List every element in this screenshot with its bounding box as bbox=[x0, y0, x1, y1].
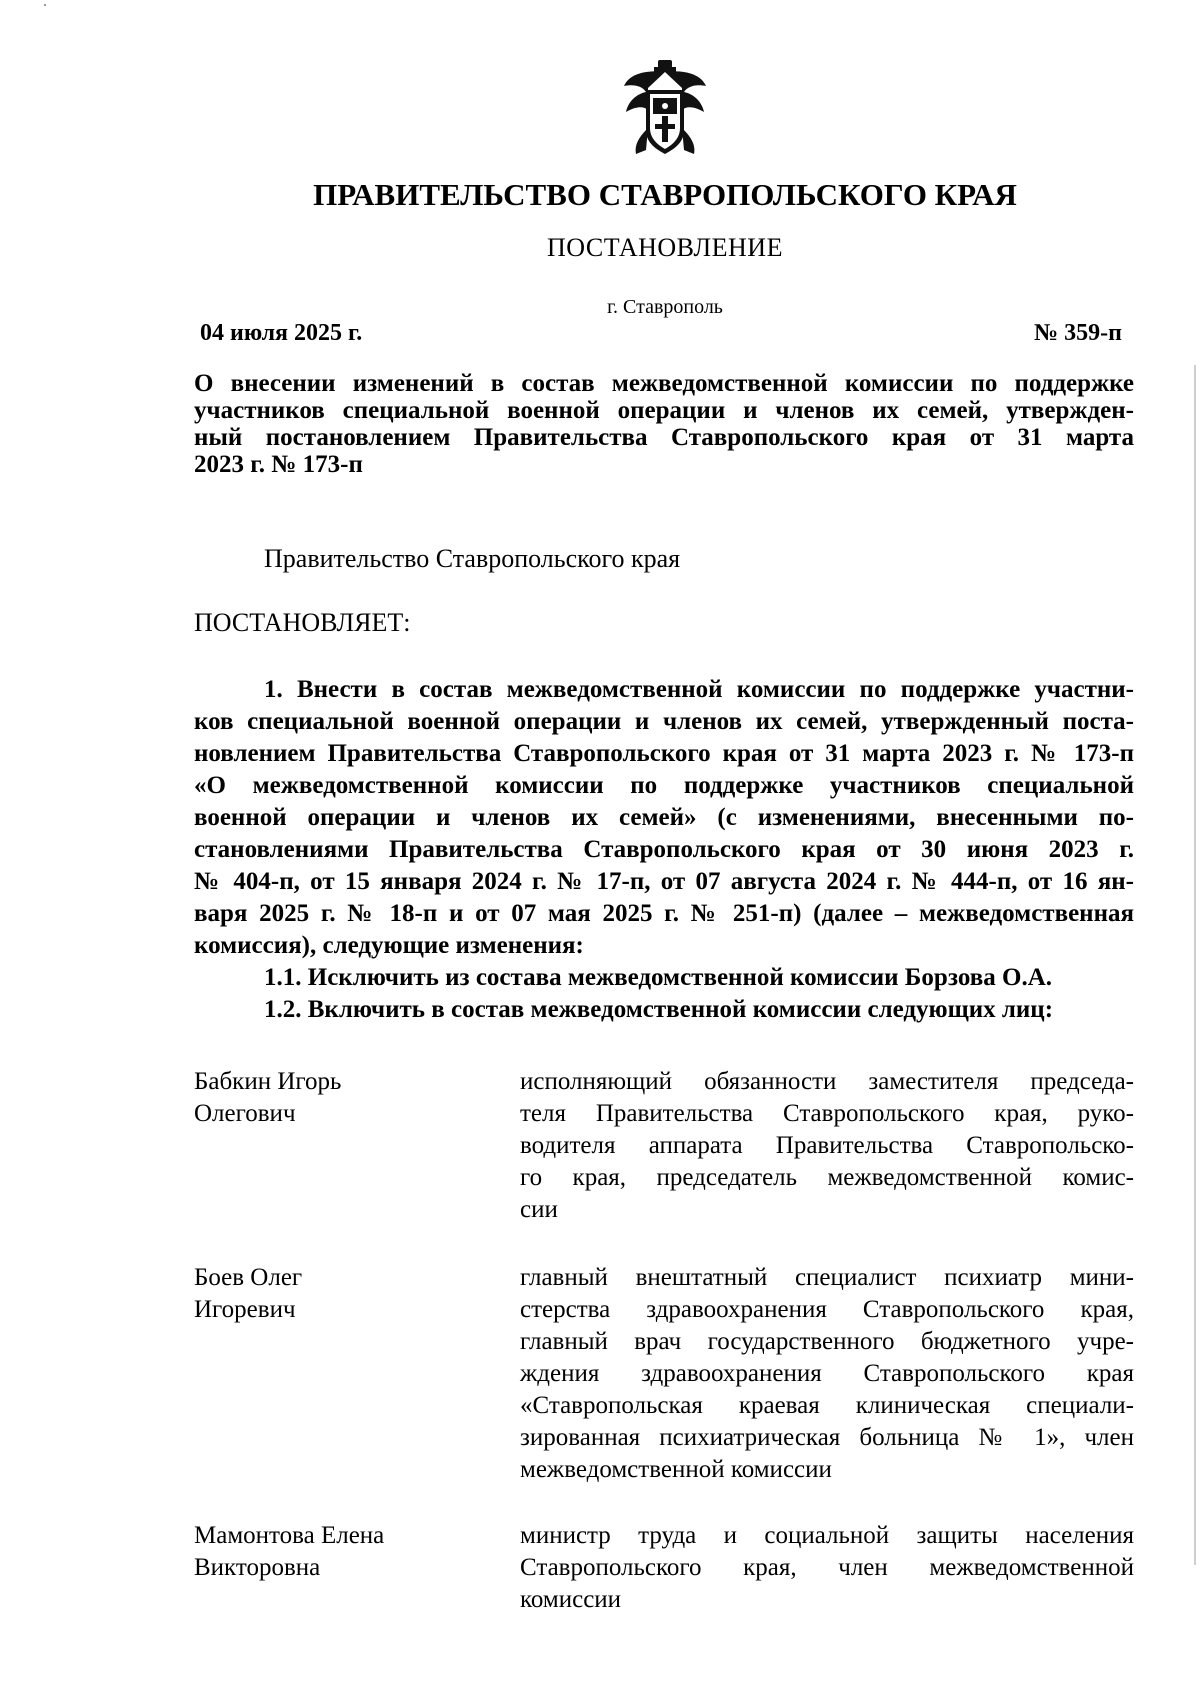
member-desc-line: «Ставропольская краевая клиническая специали- bbox=[520, 1392, 1134, 1419]
body-line: новлением Правительства Ставропольского края от 31 марта 2023 г. № 173-п bbox=[194, 740, 1134, 767]
member-desc-line: Ставропольского края, член межведомственной bbox=[520, 1554, 1134, 1581]
decree-body bbox=[194, 674, 1134, 1026]
member-desc-line: сии bbox=[520, 1196, 558, 1223]
document-date: 04 июля 2025 г. bbox=[200, 320, 363, 346]
member-desc-line: межведомственной комиссии bbox=[520, 1456, 832, 1483]
member-name-line: Боев Олег bbox=[194, 1264, 303, 1291]
member-desc-line: ждения здравоохранения Ставропольского края bbox=[520, 1360, 1134, 1387]
member-name-line: Олегович bbox=[194, 1100, 296, 1127]
title-line: участников специальной военной операции и членов их семей, утвержден- bbox=[194, 397, 1134, 424]
member-name-line: Викторовна bbox=[194, 1554, 321, 1581]
document-number: № 359-п bbox=[1034, 320, 1122, 346]
document-type: ПОСТАНОВЛЕНИЕ bbox=[547, 233, 783, 262]
member-desc-line: главный внештатный специалист психиатр мини- bbox=[520, 1264, 1134, 1291]
body-line: № 404-п, от 15 января 2024 г. № 17-п, от 07 августа 2024 г. № 444-п, от 16 ян- bbox=[194, 868, 1134, 895]
preamble-government: Правительство Ставропольского края bbox=[264, 544, 681, 573]
body-line: «О межведомственной комиссии по поддержке участников специальной bbox=[194, 772, 1134, 799]
body-line: 1.1. Исключить из состава межведомственной комиссии Борзова О.А. bbox=[264, 964, 1053, 991]
member-description bbox=[520, 1262, 1134, 1486]
scan-speck bbox=[44, 4, 46, 6]
body-line: варя 2025 г. № 18-п и от 07 мая 2025 г. № 251-п) (далее – межведомственная bbox=[194, 900, 1134, 927]
member-name-line: Бабкин Игорь bbox=[194, 1068, 342, 1095]
body-line: военной операции и членов их семей» (с изменениями, внесенными по- bbox=[194, 804, 1134, 831]
member-desc-line: комиссии bbox=[520, 1586, 622, 1613]
government-title: ПРАВИТЕЛЬСТВО СТАВРОПОЛЬСКОГО КРАЯ bbox=[313, 177, 1017, 212]
body-line: становлениями Правительства Ставропольского края от 30 июня 2023 г. bbox=[194, 836, 1134, 863]
body-line: 1.2. Включить в состав межведомственной комиссии следующих лиц: bbox=[264, 996, 1054, 1023]
member-name bbox=[194, 1520, 494, 1584]
member-desc-line: го края, председатель межведомственной комис- bbox=[520, 1164, 1134, 1191]
member-desc-line: исполняющий обязанности заместителя председа- bbox=[520, 1068, 1134, 1095]
preamble-decree: ПОСТАНОВЛЯЕТ: bbox=[194, 608, 411, 637]
member-desc-line: теля Правительства Ставропольского края, руко- bbox=[520, 1100, 1134, 1127]
member-desc-line: главный врач государственного бюджетного учре- bbox=[520, 1328, 1134, 1355]
member-desc-line: водителя аппарата Правительства Ставропольско- bbox=[520, 1132, 1134, 1159]
body-line: ков специальной военной операции и членов их семей, утвержденный поста- bbox=[194, 708, 1134, 735]
member-desc-line: министр труда и социальной защиты населения bbox=[520, 1522, 1134, 1549]
title-line: О внесении изменений в состав межведомственной комиссии по поддержке bbox=[194, 370, 1134, 397]
title-line: ный постановлением Правительства Ставропольского края от 31 марта bbox=[194, 424, 1134, 451]
city-name: г. Ставрополь bbox=[607, 296, 723, 318]
member-desc-line: зированная психиатрическая больница № 1», член bbox=[520, 1424, 1134, 1451]
body-line: комиссия), следующие изменения: bbox=[194, 932, 584, 959]
member-description bbox=[520, 1066, 1134, 1226]
member-description bbox=[520, 1520, 1134, 1616]
title-line: 2023 г. № 173-п bbox=[194, 451, 363, 478]
member-name bbox=[194, 1262, 494, 1326]
member-name-line: Игоревич bbox=[194, 1296, 296, 1323]
body-line: 1. Внести в состав межведомственной комиссии по поддержке участни- bbox=[264, 676, 1134, 703]
member-desc-line: стерства здравоохранения Ставропольского края, bbox=[520, 1296, 1134, 1323]
coat-of-arms-icon bbox=[620, 58, 710, 158]
scan-edge-shadow bbox=[1194, 365, 1196, 1565]
member-name-line: Мамонтова Елена bbox=[194, 1522, 385, 1549]
member-name bbox=[194, 1066, 494, 1130]
coat-of-arms-emblem bbox=[620, 58, 710, 158]
document-title bbox=[194, 370, 1134, 478]
